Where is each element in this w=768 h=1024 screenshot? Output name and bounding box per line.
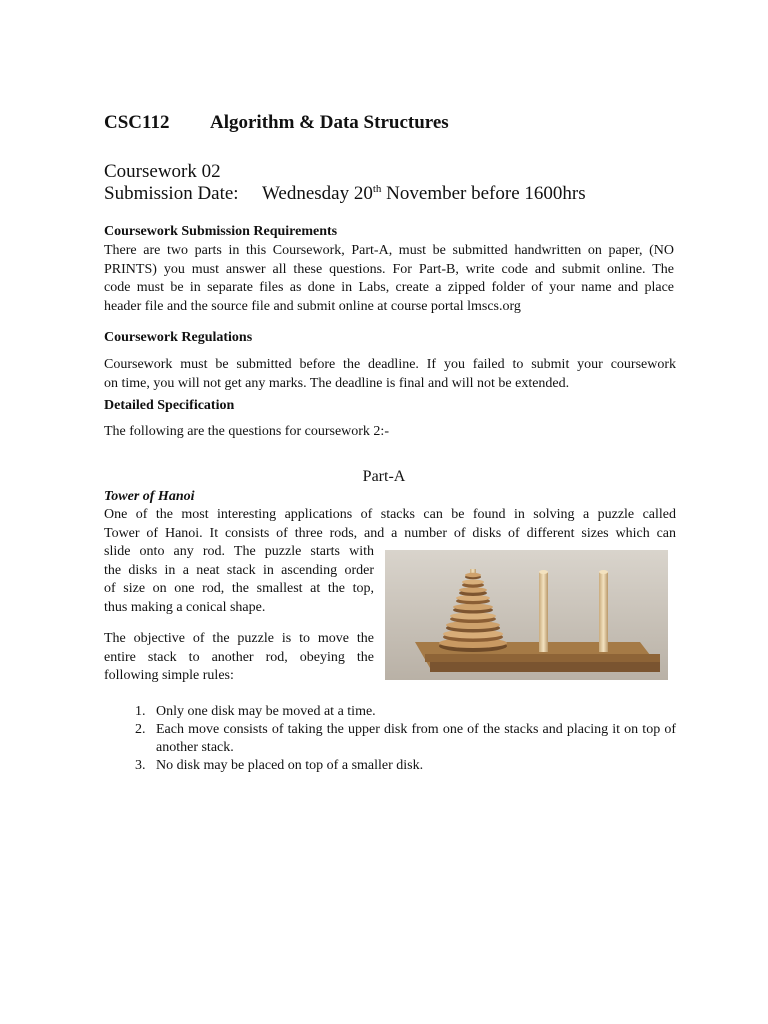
specification-heading: Detailed Specification bbox=[104, 398, 235, 413]
rule-number: 3. bbox=[135, 758, 146, 773]
coursework-number: Coursework 02 bbox=[104, 161, 221, 182]
regulations-line: on time, you will not get any marks. The deadline is final and will not be extended. bbox=[104, 375, 570, 391]
tower-of-hanoi-photo bbox=[385, 550, 668, 680]
part-a-heading: Part-A bbox=[362, 468, 406, 485]
tower-of-hanoi-illustration bbox=[385, 550, 668, 680]
objective-line: entire stack to another rod, obeying the bbox=[104, 649, 374, 665]
rule-number: 2. bbox=[135, 722, 146, 737]
course-code: CSC112 bbox=[104, 112, 170, 133]
submission-date bbox=[104, 183, 586, 205]
requirements-heading: Coursework Submission Requirements bbox=[104, 224, 338, 239]
description-line: thus making a conical shape. bbox=[104, 599, 266, 615]
objective-paragraph bbox=[104, 630, 374, 686]
description-line: the disks in a neat stack in ascending order bbox=[104, 562, 374, 578]
course-name: Algorithm & Data Structures bbox=[210, 112, 449, 133]
intro-paragraph bbox=[104, 506, 676, 543]
puzzle-description bbox=[104, 543, 374, 617]
requirements-line: code must be in separate files as done in Labs, create a zipped folder of your name and place bbox=[104, 280, 674, 296]
requirements-line: PRINTS) you must answer all these questions. For Part-B, write code and submit online. The bbox=[104, 261, 674, 277]
regulations-paragraph bbox=[104, 356, 676, 393]
description-line: slide onto any rod. The puzzle starts with bbox=[104, 544, 374, 559]
rule-item bbox=[104, 757, 676, 775]
course-title bbox=[104, 112, 449, 134]
submission-day: Wednesday 20 bbox=[262, 183, 373, 204]
regulations-line: Coursework must be submitted before the deadline. If you failed to submit your coursework bbox=[104, 357, 676, 372]
submission-day-suffix: th bbox=[372, 183, 382, 195]
tower-of-hanoi-heading: Tower of Hanoi bbox=[104, 489, 195, 504]
objective-line: The objective of the puzzle is to move the bbox=[104, 631, 374, 646]
rules-list bbox=[104, 703, 676, 775]
rule-item bbox=[104, 721, 676, 757]
requirements-paragraph bbox=[104, 242, 674, 316]
intro-line: One of the most interesting applications of stacks can be found in solving a puzzle called bbox=[104, 507, 676, 522]
rule-number: 1. bbox=[135, 704, 146, 719]
description-line: of size on one rod, the smallest at the top, bbox=[104, 581, 374, 597]
submission-label: Submission Date: bbox=[104, 183, 239, 204]
requirements-line: header file and the source file and submit online at course portal lmscs.org bbox=[104, 298, 521, 314]
regulations-heading: Coursework Regulations bbox=[104, 330, 253, 345]
specification-text: The following are the questions for coursework 2:- bbox=[104, 424, 389, 439]
submission-time: November before 1600hrs bbox=[381, 183, 586, 204]
intro-line: Tower of Hanoi. It consists of three rods, and a number of disks of different sizes which can bbox=[104, 525, 676, 541]
requirements-line: There are two parts in this Coursework, Part-A, must be submitted handwritten on paper, (NO bbox=[104, 243, 674, 258]
objective-line: following simple rules: bbox=[104, 668, 234, 684]
rule-text: No disk may be placed on top of a smaller disk. bbox=[156, 758, 424, 773]
rule-text: Each move consists of taking the upper disk from one of the stacks and placing it on top of another stack. bbox=[156, 722, 676, 755]
rule-text: Only one disk may be moved at a time. bbox=[156, 704, 376, 719]
rule-item bbox=[104, 703, 676, 721]
